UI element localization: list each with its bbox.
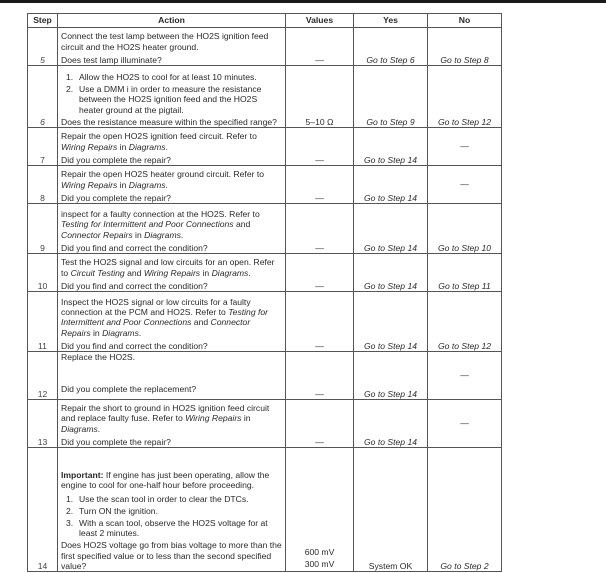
value-upper-threshold: 600 mV	[304, 546, 335, 557]
table-row	[28, 28, 502, 66]
action-question: Did you find and correct the condition?	[61, 280, 208, 291]
header-action: Action	[58, 14, 286, 28]
yes-result: Go to Step 14	[354, 352, 428, 400]
action-step-item: 1. Allow the HO2S to cool for at least 10 minutes.	[66, 71, 257, 82]
step-number: 8	[28, 166, 58, 204]
action-question: Does test lamp illuminate?	[61, 54, 162, 65]
step-number: 12	[28, 352, 58, 400]
yes-result: Go to Step 14	[354, 292, 428, 352]
diagnostic-table	[27, 13, 502, 572]
yes-result: Go to Step 6	[354, 28, 428, 66]
values-cell: —	[286, 254, 354, 292]
table-header-row	[28, 14, 502, 28]
action-text: Connect the test lamp between the HO2S ignition feed circuit and the HO2S heater ground.	[61, 31, 269, 52]
step-number: 13	[28, 400, 58, 448]
action-text: Repair the open HO2S heater ground circuit. Refer to Wiring Repairs in Diagrams.	[61, 169, 265, 190]
action-cell	[58, 400, 286, 448]
yes-result: Go to Step 14	[354, 204, 428, 254]
no-result: Go to Step 10	[428, 204, 502, 254]
action-step-item: 3. With a scan tool, observe the HO2S voltage for at least 2 minutes.	[66, 517, 268, 539]
yes-result: Go to Step 14	[354, 166, 428, 204]
header-values: Values	[286, 14, 354, 28]
no-result: Go to Step 2	[428, 448, 502, 572]
wiring-repairs-reference: Wiring Repairs	[143, 267, 201, 278]
action-cell	[58, 28, 286, 66]
action-text: Repair the open HO2S ignition feed circuit. Refer to Wiring Repairs in Diagrams.	[61, 131, 257, 152]
table-row	[28, 448, 502, 572]
action-steps-list	[61, 494, 282, 539]
action-text: Inspect the HO2S signal or low circuits for a faulty connection at the PCM and HO2S. Refer to Testing for Intermittent and Poor Connections and Connector Repairs in Diagrams.	[61, 296, 269, 338]
action-cell	[58, 66, 286, 128]
action-cell	[58, 166, 286, 204]
values-cell	[286, 448, 354, 572]
action-cell	[58, 254, 286, 292]
yes-result: Go to Step 14	[354, 400, 428, 448]
action-question: Does HO2S voltage go from bias voltage to more than the first specified value or to less than the second specified value?	[61, 540, 282, 571]
header-step: Step	[28, 14, 58, 28]
no-result: Go to Step 12	[428, 292, 502, 352]
important-label: Important:	[61, 470, 104, 481]
action-cell	[58, 352, 286, 400]
table-row	[28, 292, 502, 352]
action-cell	[58, 204, 286, 254]
action-text: Replace the HO2S.	[61, 352, 136, 362]
wiring-repairs-reference: Wiring Repairs	[61, 179, 118, 190]
step-number: 14	[28, 448, 58, 572]
no-result: Go to Step 8	[428, 28, 502, 66]
values-cell: —	[286, 166, 354, 204]
yes-result: Go to Step 14	[354, 254, 428, 292]
diagrams-reference: Diagrams	[211, 267, 249, 278]
action-question: Did you complete the repair?	[61, 436, 171, 447]
yes-result: Go to Step 9	[354, 66, 428, 128]
step-number: 10	[28, 254, 58, 292]
step-number: 6	[28, 66, 58, 128]
action-step-item: 2. Use a DMM i in order to measure the resistance between the HO2S ignition feed and the HO2S heater ground at the pigtail.	[66, 84, 262, 115]
header-yes: Yes	[354, 14, 428, 28]
connector-repairs-reference: Connector Repairs	[61, 317, 251, 338]
values-cell: —	[286, 128, 354, 166]
values-cell: 5–10 Ω	[286, 66, 354, 128]
diagrams-reference: Diagrams	[128, 141, 166, 152]
action-steps-list	[61, 72, 282, 115]
testing-reference: Testing for Intermittent and Poor Connections	[61, 307, 269, 328]
header-no: No	[428, 14, 502, 28]
values-cell: —	[286, 292, 354, 352]
action-text: Repair the short to ground in HO2S ignition feed circuit and replace faulty fuse. Refer to Wiring Repairs in Diagrams.	[61, 403, 270, 434]
action-step-item: 2. Turn ON the ignition.	[66, 505, 158, 516]
action-question: Did you find and correct the condition?	[61, 242, 208, 253]
no-result: —	[428, 352, 502, 400]
diagrams-reference: Diagrams	[128, 179, 166, 190]
diagrams-reference: Diagrams	[102, 327, 139, 338]
table-row	[28, 128, 502, 166]
action-step-item: 1. Use the scan tool in order to clear the DTCs.	[66, 493, 249, 504]
table-row	[28, 352, 502, 400]
yes-result: Go to Step 14	[354, 128, 428, 166]
wiring-repairs-reference: Wiring Repairs	[185, 413, 242, 424]
action-text: Test the HO2S signal and low circuits for an open. Refer to Circuit Testing and Wiring Repairs in Diagrams.	[61, 257, 275, 278]
action-question: Did you complete the repair?	[61, 192, 171, 203]
action-cell	[58, 448, 286, 572]
no-result: —	[428, 128, 502, 166]
no-result: —	[428, 400, 502, 448]
table-row	[28, 204, 502, 254]
table-row	[28, 254, 502, 292]
no-result: Go to Step 12	[428, 66, 502, 128]
values-cell: —	[286, 28, 354, 66]
action-question: Did you complete the repair?	[61, 154, 171, 165]
action-question: Does the resistance measure within the specified range?	[61, 116, 277, 127]
action-text: inspect for a faulty connection at the HO2S. Refer to Testing for Intermittent and Poor Connections and Connector Repairs in Diagrams.	[61, 209, 260, 240]
page-top-border	[0, 0, 606, 3]
action-question: Did you complete the replacement?	[61, 384, 197, 395]
no-result: Go to Step 11	[428, 254, 502, 292]
value-lower-threshold: 300 mV	[304, 558, 335, 569]
table-row	[28, 166, 502, 204]
values-cell: —	[286, 400, 354, 448]
diagrams-reference: Diagrams	[144, 229, 181, 240]
values-cell: —	[286, 352, 354, 400]
action-cell	[58, 292, 286, 352]
diagrams-reference: Diagrams	[61, 423, 98, 434]
step-number: 11	[28, 292, 58, 352]
important-note: Important: If engine has just been operating, allow the engine to cool for one-half hour before proceeding.	[61, 470, 270, 491]
connector-repairs-reference: Connector Repairs	[61, 229, 133, 240]
testing-reference: Testing for Intermittent and Poor Connections	[61, 219, 234, 230]
step-number: 7	[28, 128, 58, 166]
wiring-repairs-reference: Wiring Repairs	[61, 141, 118, 152]
action-question: Did you find and correct the condition?	[61, 340, 208, 351]
no-result: —	[428, 166, 502, 204]
yes-result: System OK	[354, 448, 428, 572]
table-row	[28, 66, 502, 128]
action-cell	[58, 128, 286, 166]
values-cell: —	[286, 204, 354, 254]
table-row	[28, 400, 502, 448]
circuit-testing-reference: Circuit Testing	[70, 267, 125, 278]
step-number: 9	[28, 204, 58, 254]
step-number: 5	[28, 28, 58, 66]
